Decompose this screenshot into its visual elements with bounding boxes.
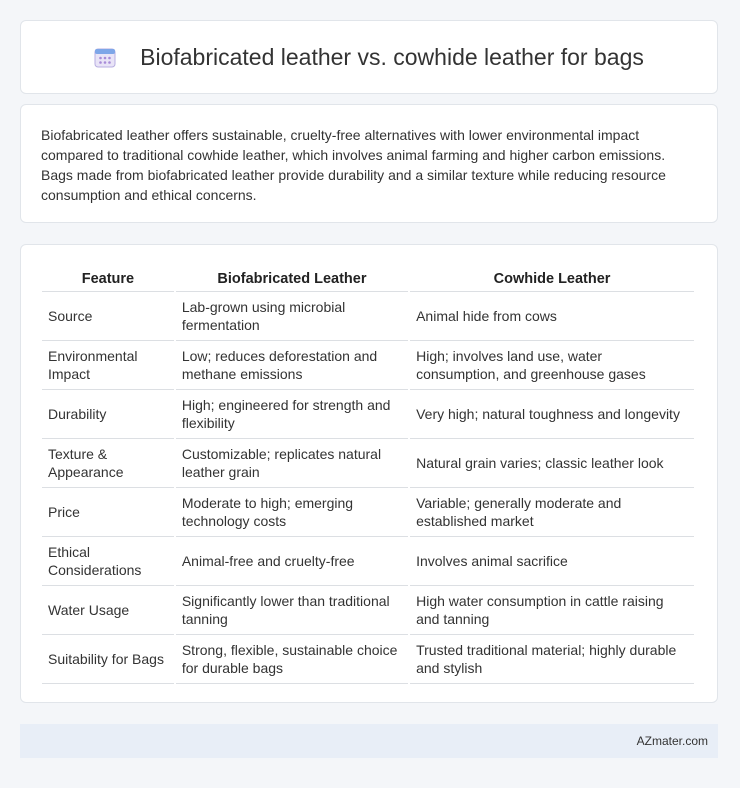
biofabricated-cell: Customizable; replicates natural leather grain [176, 439, 408, 488]
biofabricated-cell: Strong, flexible, sustainable choice for durable bags [176, 635, 408, 684]
table-row [42, 292, 694, 341]
cowhide-cell: High water consumption in cattle raising and tanning [410, 586, 694, 635]
column-header-cowhide: Cowhide Leather [410, 265, 694, 292]
biofabricated-cell: Significantly lower than traditional tanning [176, 586, 408, 635]
table-row [42, 439, 694, 488]
page-title: Biofabricated leather vs. cowhide leather for bags [140, 43, 644, 70]
feature-cell: Price [42, 488, 174, 537]
column-header-feature: Feature [42, 265, 174, 292]
cowhide-cell: Natural grain varies; classic leather look [410, 439, 694, 488]
footer-brand[interactable]: AZmater.com [636, 734, 708, 748]
biofabricated-cell: Lab-grown using microbial fermentation [176, 292, 408, 341]
table-row [42, 586, 694, 635]
title-card [20, 20, 718, 94]
table-row [42, 341, 694, 390]
biofabricated-cell: Low; reduces deforestation and methane emissions [176, 341, 408, 390]
cowhide-cell: Animal hide from cows [410, 292, 694, 341]
cowhide-cell: Variable; generally moderate and established market [410, 488, 694, 537]
comparison-table-card [20, 244, 718, 703]
table-row [42, 390, 694, 439]
footer [20, 724, 718, 758]
biofabricated-cell: Animal-free and cruelty-free [176, 537, 408, 586]
feature-cell: Suitability for Bags [42, 635, 174, 684]
cowhide-cell: Trusted traditional material; highly durable and stylish [410, 635, 694, 684]
table-row [42, 635, 694, 684]
feature-cell: Water Usage [42, 586, 174, 635]
feature-cell: Texture & Appearance [42, 439, 174, 488]
feature-cell: Ethical Considerations [42, 537, 174, 586]
feature-cell: Durability [42, 390, 174, 439]
feature-cell: Environmental Impact [42, 341, 174, 390]
cowhide-cell: Involves animal sacrifice [410, 537, 694, 586]
calendar-icon [94, 46, 116, 68]
comparison-table [40, 265, 696, 684]
cowhide-cell: Very high; natural toughness and longevity [410, 390, 694, 439]
column-header-biofabricated: Biofabricated Leather [176, 265, 408, 292]
table-row [42, 537, 694, 586]
summary-card [20, 104, 718, 223]
summary-text: Biofabricated leather offers sustainable, cruelty-free alternatives with lower environmental impact compared to traditional cowhide leather, which involves animal farming and higher carbon emissions. Bags made from biofabricated leather provide durability and a similar texture while reducing resource consumption and ethical concerns. [41, 127, 666, 203]
table-header-row [42, 265, 694, 292]
feature-cell: Source [42, 292, 174, 341]
cowhide-cell: High; involves land use, water consumption, and greenhouse gases [410, 341, 694, 390]
table-row [42, 488, 694, 537]
biofabricated-cell: Moderate to high; emerging technology costs [176, 488, 408, 537]
biofabricated-cell: High; engineered for strength and flexibility [176, 390, 408, 439]
